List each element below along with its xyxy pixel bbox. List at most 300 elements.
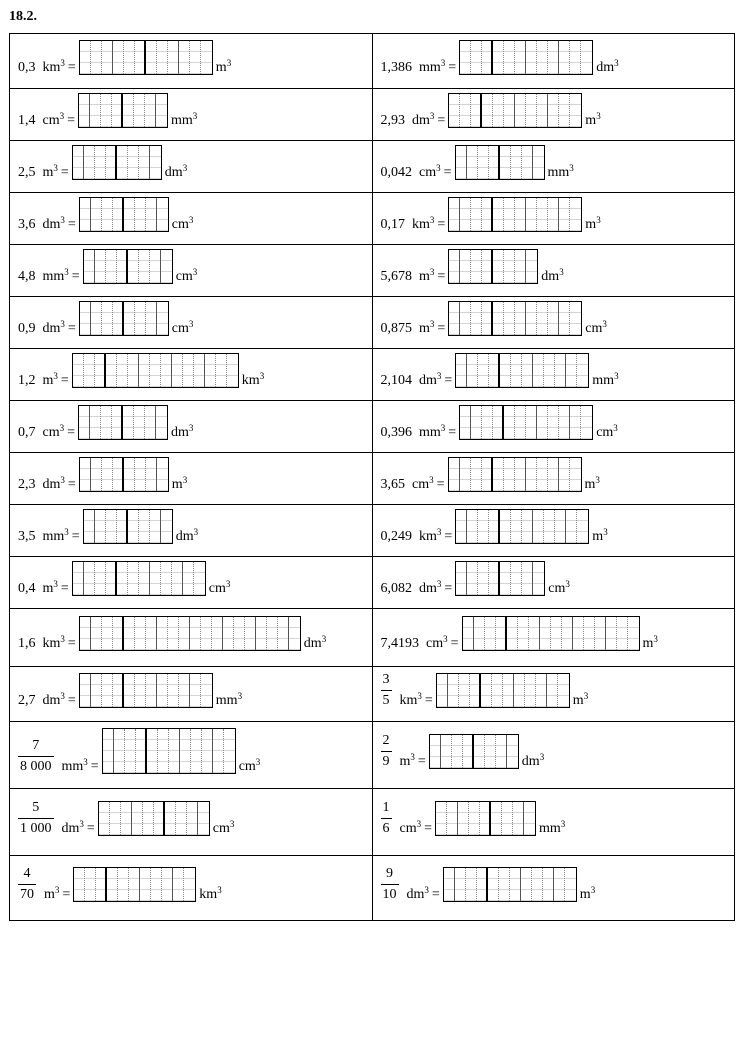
grid-column: [504, 458, 515, 491]
grid-column: [489, 146, 500, 179]
given-value: 0,875: [380, 321, 412, 336]
source-unit: [42, 475, 65, 492]
target-unit: [171, 423, 194, 440]
answer-grid[interactable]: [72, 561, 206, 596]
grid-column: [537, 302, 548, 335]
answer-grid[interactable]: [455, 145, 545, 180]
grid-column: [458, 802, 469, 835]
target-unit: [175, 267, 198, 284]
grid-column: [511, 146, 522, 179]
grid-column: [85, 868, 96, 901]
answer-grid[interactable]: [78, 93, 168, 128]
grid-column: [449, 458, 460, 491]
exercise-table-body: [10, 34, 735, 921]
target-unit: [585, 319, 607, 336]
grid-column: [80, 674, 91, 707]
grid-column: [161, 562, 172, 595]
target-unit-text: m: [585, 217, 597, 232]
grid-column: [526, 406, 537, 439]
grid-column: [95, 510, 106, 543]
source-unit-text: m: [42, 581, 54, 596]
grid-column: [91, 458, 102, 491]
conversion-expression: [381, 801, 735, 844]
conversion-cell: [372, 789, 735, 856]
given-value: 1,6: [18, 636, 36, 651]
fraction-numerator: 3: [382, 671, 390, 687]
conversion-expression: [381, 40, 735, 83]
fraction-numerator: 5: [32, 799, 40, 815]
cube-superscript: 3: [436, 579, 442, 589]
exercise-row: [10, 789, 735, 856]
grid-column: [521, 868, 532, 901]
exercise-row: [10, 89, 735, 141]
source-unit: [419, 163, 441, 180]
grid-column: [515, 198, 526, 231]
grid-column: [525, 674, 536, 707]
grid-column: [555, 510, 566, 543]
cube-superscript: 3: [59, 423, 65, 433]
answer-grid[interactable]: [73, 867, 196, 902]
grid-column: [504, 94, 515, 127]
answer-grid[interactable]: [443, 867, 577, 902]
source-unit: [42, 690, 65, 708]
grid-column: [113, 302, 124, 335]
target-unit-text: cm: [212, 820, 230, 836]
grid-column: [150, 562, 161, 595]
grid-column: [511, 562, 522, 595]
grid-column: [566, 354, 577, 387]
answer-grid[interactable]: [459, 40, 593, 75]
exercise-row: [10, 453, 735, 505]
grid-column: [146, 41, 157, 74]
answer-grid[interactable]: [435, 801, 536, 836]
grid-column: [500, 510, 511, 543]
grid-column: [139, 250, 150, 283]
grid-column: [460, 406, 471, 439]
exercise-row: [10, 297, 735, 349]
grid-column: [267, 617, 278, 650]
grid-column: [460, 302, 471, 335]
grid-column: [503, 674, 514, 707]
target-unit-text: m: [585, 113, 597, 128]
conversion-expression: [18, 801, 372, 844]
grid-column: [80, 302, 91, 335]
grid-column: [91, 617, 102, 650]
equals-sign: =: [450, 636, 459, 651]
source-unit-text: dm: [406, 886, 425, 902]
answer-grid[interactable]: [78, 405, 168, 440]
answer-grid[interactable]: [98, 801, 210, 836]
target-unit-text: dm: [171, 425, 189, 440]
cube-superscript: 3: [440, 57, 446, 68]
source-unit-text: cm: [419, 165, 437, 180]
grid-column: [107, 868, 118, 901]
cube-superscript: 3: [436, 527, 442, 537]
conversion-expression: [381, 353, 735, 396]
conversion-expression: [18, 457, 372, 500]
cube-superscript: 3: [602, 319, 607, 329]
conversion-cell: [372, 297, 735, 349]
grid-column: [522, 562, 533, 595]
cube-superscript: 3: [188, 319, 194, 329]
grid-column: [595, 617, 606, 650]
source-unit-text: dm: [61, 820, 80, 836]
fraction-numerator: 7: [32, 738, 40, 753]
exercise-row: [10, 245, 735, 297]
grid-column: [147, 729, 158, 773]
answer-grid[interactable]: [448, 93, 582, 128]
grid-column: [124, 458, 135, 491]
grid-column: [118, 868, 129, 901]
grid-column: [79, 406, 90, 439]
cube-superscript: 3: [64, 527, 69, 537]
source-unit-text: cm: [426, 636, 444, 651]
grid-column: [467, 510, 478, 543]
cube-superscript: 3: [596, 215, 601, 225]
grid-column: [504, 406, 515, 439]
source-unit: [42, 579, 58, 596]
source-unit: [399, 818, 422, 836]
grid-column: [533, 510, 544, 543]
given-value: 2,104: [380, 373, 412, 388]
grid-column: [101, 406, 112, 439]
answer-grid[interactable]: [79, 616, 301, 651]
grid-column: [102, 617, 113, 650]
grid-column: [570, 198, 581, 231]
grid-column: [190, 41, 201, 74]
conversion-cell: [372, 89, 735, 141]
exercise-table: [9, 33, 735, 921]
equals-sign: =: [60, 373, 69, 388]
exercise-row: [10, 856, 735, 921]
conversion-cell: [10, 667, 373, 722]
grid-column: [278, 617, 289, 650]
cube-superscript: 3: [596, 111, 601, 121]
grid-column: [205, 354, 216, 387]
grid-column: [145, 406, 156, 439]
answer-grid[interactable]: [79, 197, 169, 232]
conversion-expression: [381, 457, 735, 500]
target-unit-text: cm: [548, 581, 566, 596]
grid-column: [165, 802, 176, 835]
source-unit-text: mm: [42, 529, 65, 544]
exercise-row: [10, 609, 735, 667]
cube-superscript: 3: [429, 267, 435, 277]
target-unit-text: m: [592, 529, 604, 544]
grid-column: [584, 617, 595, 650]
grid-column: [113, 617, 124, 650]
grid-column: [467, 562, 478, 595]
cube-superscript: 3: [60, 57, 65, 68]
target-unit-text: cm: [596, 425, 614, 440]
grid-column: [223, 617, 234, 650]
given-value: 1,386: [380, 59, 412, 75]
grid-column: [139, 510, 150, 543]
grid-column: [489, 510, 500, 543]
conversion-expression: [381, 561, 735, 604]
grid-column: [491, 802, 502, 835]
grid-column: [129, 868, 140, 901]
grid-column: [467, 354, 478, 387]
grid-column: [84, 250, 95, 283]
answer-grid[interactable]: [83, 509, 173, 544]
grid-column: [150, 146, 161, 179]
grid-column: [460, 94, 471, 127]
grid-column: [179, 41, 190, 74]
answer-grid[interactable]: [429, 734, 519, 769]
conversion-expression: [381, 509, 735, 552]
cube-superscript: 3: [443, 634, 448, 644]
answer-grid[interactable]: [72, 145, 162, 180]
given-value: 0,3: [18, 59, 36, 75]
grid-column: [548, 302, 559, 335]
conversion-cell: [10, 722, 373, 789]
grid-column: [157, 302, 168, 335]
answer-grid[interactable]: [448, 197, 582, 232]
grid-column: [471, 41, 482, 74]
source-unit: [419, 579, 442, 596]
conversion-expression: [381, 405, 735, 448]
grid-column: [524, 802, 535, 835]
exercise-row: [10, 667, 735, 722]
answer-grid[interactable]: [102, 728, 236, 774]
conversion-expression: [18, 197, 372, 240]
given-value: 1,4: [18, 113, 36, 128]
grid-column: [526, 41, 537, 74]
grid-column: [124, 617, 135, 650]
source-unit: [61, 757, 88, 774]
cube-superscript: 3: [53, 163, 58, 173]
answer-grid[interactable]: [72, 353, 239, 388]
grid-column: [548, 406, 559, 439]
target-unit-text: mm: [592, 373, 615, 388]
grid-column: [617, 617, 628, 650]
target-unit-text: dm: [521, 753, 540, 769]
conversion-expression: [18, 728, 372, 782]
conversion-cell: [372, 856, 735, 921]
target-unit-text: mm: [171, 113, 193, 128]
grid-column: [471, 458, 482, 491]
grid-column: [74, 868, 85, 901]
grid-column: [194, 562, 205, 595]
fraction-denominator: 5: [381, 690, 392, 708]
given-value: 1,2: [18, 373, 36, 388]
grid-column: [543, 868, 554, 901]
equals-sign: =: [424, 820, 433, 836]
source-unit: [426, 634, 448, 651]
target-unit: [175, 527, 199, 544]
grid-column: [113, 458, 124, 491]
cube-superscript: 3: [193, 527, 199, 537]
grid-column: [555, 354, 566, 387]
grid-column: [113, 198, 124, 231]
cube-superscript: 3: [237, 690, 243, 701]
grid-column: [146, 617, 157, 650]
cube-superscript: 3: [590, 884, 596, 895]
source-unit: [61, 818, 84, 836]
target-unit: [548, 579, 570, 596]
source-unit: [42, 57, 65, 75]
source-unit: [42, 215, 65, 232]
source-unit: [42, 111, 65, 128]
target-unit: [241, 371, 265, 388]
grid-column: [156, 406, 167, 439]
cube-superscript: 3: [79, 818, 84, 829]
source-unit: [419, 527, 442, 544]
source-unit-text: km: [412, 217, 430, 232]
grid-column: [559, 198, 570, 231]
grid-column: [73, 146, 84, 179]
fraction: [381, 867, 399, 902]
grid-column: [143, 802, 154, 835]
grid-column: [537, 458, 548, 491]
answer-grid[interactable]: [448, 301, 582, 336]
grid-column: [513, 802, 524, 835]
grid-column: [161, 510, 172, 543]
answer-grid[interactable]: [79, 673, 213, 708]
answer-grid[interactable]: [79, 301, 169, 336]
grid-column: [145, 94, 156, 127]
grid-column: [460, 198, 471, 231]
grid-column: [504, 250, 515, 283]
equals-sign: =: [437, 217, 446, 232]
source-unit: [42, 163, 58, 180]
grid-column: [449, 250, 460, 283]
grid-column: [110, 802, 121, 835]
conversion-expression: [18, 93, 372, 136]
answer-grid[interactable]: [448, 457, 582, 492]
grid-column: [146, 458, 157, 491]
given-value: 0,7: [18, 425, 36, 440]
target-unit-text: m: [579, 886, 591, 902]
grid-column: [202, 729, 213, 773]
answer-grid[interactable]: [79, 40, 213, 75]
answer-grid[interactable]: [79, 457, 169, 492]
given-value: 0,4: [18, 581, 36, 596]
fraction: [18, 801, 54, 836]
answer-grid[interactable]: [455, 353, 589, 388]
target-unit-text: cm: [171, 217, 189, 232]
source-unit: [419, 267, 435, 284]
target-unit: [303, 634, 327, 651]
grid-column: [73, 354, 84, 387]
fraction: [381, 801, 392, 836]
target-unit: [171, 475, 188, 492]
cube-superscript: 3: [429, 111, 435, 121]
answer-grid[interactable]: [462, 616, 640, 651]
grid-column: [212, 617, 223, 650]
answer-grid[interactable]: [459, 405, 593, 440]
source-unit-text: dm: [419, 581, 437, 596]
grid-column: [489, 562, 500, 595]
answer-grid[interactable]: [436, 673, 570, 708]
source-unit-text: dm: [42, 217, 61, 232]
source-unit: [44, 884, 60, 902]
grid-column: [198, 802, 209, 835]
grid-column: [493, 458, 504, 491]
grid-column: [482, 406, 493, 439]
source-unit-text: dm: [419, 373, 437, 388]
grid-column: [471, 250, 482, 283]
grid-column: [80, 198, 91, 231]
grid-column: [471, 302, 482, 335]
grid-column: [474, 617, 485, 650]
cube-superscript: 3: [653, 634, 658, 644]
grid-column: [121, 802, 132, 835]
given-value: 3,6: [18, 217, 36, 232]
cube-superscript: 3: [255, 757, 261, 767]
exercise-row: [10, 401, 735, 453]
grid-column: [173, 868, 184, 901]
target-unit: [539, 818, 566, 836]
source-unit: [412, 111, 435, 128]
grid-column: [128, 562, 139, 595]
source-unit-text: m: [42, 373, 54, 388]
grid-column: [157, 458, 168, 491]
source-unit-text: m: [44, 886, 55, 902]
conversion-cell: [10, 557, 373, 609]
answer-grid[interactable]: [455, 509, 589, 544]
conversion-expression: [381, 673, 735, 716]
answer-grid[interactable]: [448, 249, 538, 284]
grid-column: [533, 562, 544, 595]
source-unit-text: km: [42, 636, 61, 651]
fraction-denominator: 8 000: [18, 756, 54, 774]
grid-column: [157, 674, 168, 707]
fraction-denominator: 6: [381, 818, 392, 836]
grid-column: [537, 94, 548, 127]
grid-column: [430, 735, 441, 768]
grid-column: [150, 250, 161, 283]
answer-grid[interactable]: [83, 249, 173, 284]
grid-column: [481, 674, 492, 707]
target-unit: [541, 267, 564, 284]
cube-superscript: 3: [613, 423, 618, 433]
cube-superscript: 3: [565, 579, 570, 589]
grid-column: [123, 94, 134, 127]
conversion-cell: [372, 193, 735, 245]
grid-column: [80, 41, 91, 74]
cube-superscript: 3: [226, 57, 232, 68]
equals-sign: =: [437, 113, 446, 128]
equals-sign: =: [444, 529, 453, 544]
equals-sign: =: [67, 636, 76, 651]
grid-column: [492, 674, 503, 707]
source-unit-text: km: [399, 692, 418, 708]
grid-column: [102, 458, 113, 491]
grid-column: [102, 41, 113, 74]
grid-column: [448, 674, 459, 707]
conversion-expression: [18, 40, 372, 83]
grid-column: [91, 302, 102, 335]
grid-column: [573, 617, 584, 650]
grid-column: [227, 354, 238, 387]
grid-column: [102, 674, 113, 707]
target-unit: [592, 371, 619, 388]
conversion-cell: [10, 453, 373, 505]
target-unit-text: cm: [171, 321, 189, 336]
target-unit: [585, 111, 601, 128]
grid-column: [180, 729, 191, 773]
grid-column: [154, 802, 165, 835]
grid-column: [482, 198, 493, 231]
equals-sign: =: [448, 425, 457, 440]
grid-column: [551, 617, 562, 650]
answer-grid[interactable]: [455, 561, 545, 596]
grid-column: [507, 735, 518, 768]
grid-column: [191, 729, 202, 773]
grid-column: [80, 458, 91, 491]
